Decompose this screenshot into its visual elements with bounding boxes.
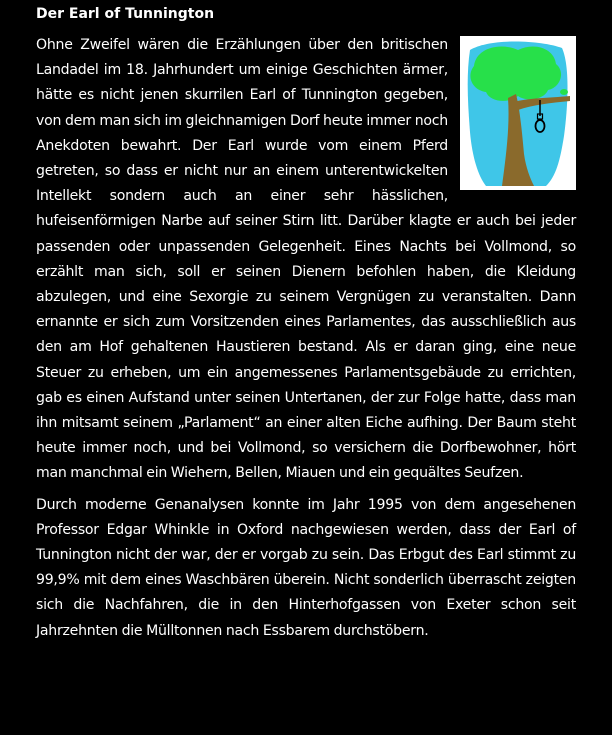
article-title: Der Earl of Tunnington <box>36 6 215 22</box>
article-paragraph-2: Durch moderne Genanalysen konnte im Jahr 1995 von dem angesehenen Professor Edgar Whinkle in Oxford nachgewiesen werden, dass der Earl of Tunnington nicht der war, der er vorgab zu sein. Das Erbgut des Earl stimmt zu 99,9% mit dem eines Waschbären überein. Nicht sonderlich überrascht zeigten sich die Nachfahren, die in den Hinterhofgassen von Exeter schon seit Jahrzehnten die Mülltonnen nach Essbarem durchstöbern. <box>36 496 576 639</box>
tree-illustration <box>460 36 576 190</box>
article-paragraph-1 <box>36 33 576 487</box>
paragraph-1-text: Ohne Zweifel wären die Erzählungen über den britischen Landadel im 18. Jahrhundert um einige Geschichten ärmer, hätte es nicht jenen skurrilen Earl of Tunnington gegeben, von dem man sich im gleichnamigen Dorf heute immer noch Anekdoten bewahrt. Der Earl wurde vom einem Pferd getreten, so dass er nicht nur an einem unterentwickelten Intellekt sondern auch an einer sehr hässlichen, hufeisenförmigen Narbe auf seiner Stirn litt. Darüber klagte er auch bei jeder passenden oder unpassenden Gelegenheit. Eines Nachts bei Vollmond, so erzählt man sich, soll er seinen Dienern befohlen haben, die Kleidung abzulegen, und eine Sexorgie zu seinem Vergnügen zu veranstalten. Dann ernannte er sich zum Vorsitzenden eines Parlamentes, das ausschließlich aus den am Hof gehaltenen Haustieren bestand. Als er daran ging, eine neue Steuer zu erheben, um ein angemessenes Parlamentsgebäude zu errichten, gab es einen Aufstand unter seinen Untertanen, der zur Folge hatte, dass man ihn mitsamt seinem „Parlament“ an einer alten Eiche aufhing. Der Baum steht heute immer noch, und bei Vollmond, so versichern die Dorfbewohner, hört man manchmal ein Wiehern, Bellen, Miauen und ein gequältes Seufzen. <box>36 37 576 482</box>
oak-tree-with-noose-icon <box>460 36 576 190</box>
